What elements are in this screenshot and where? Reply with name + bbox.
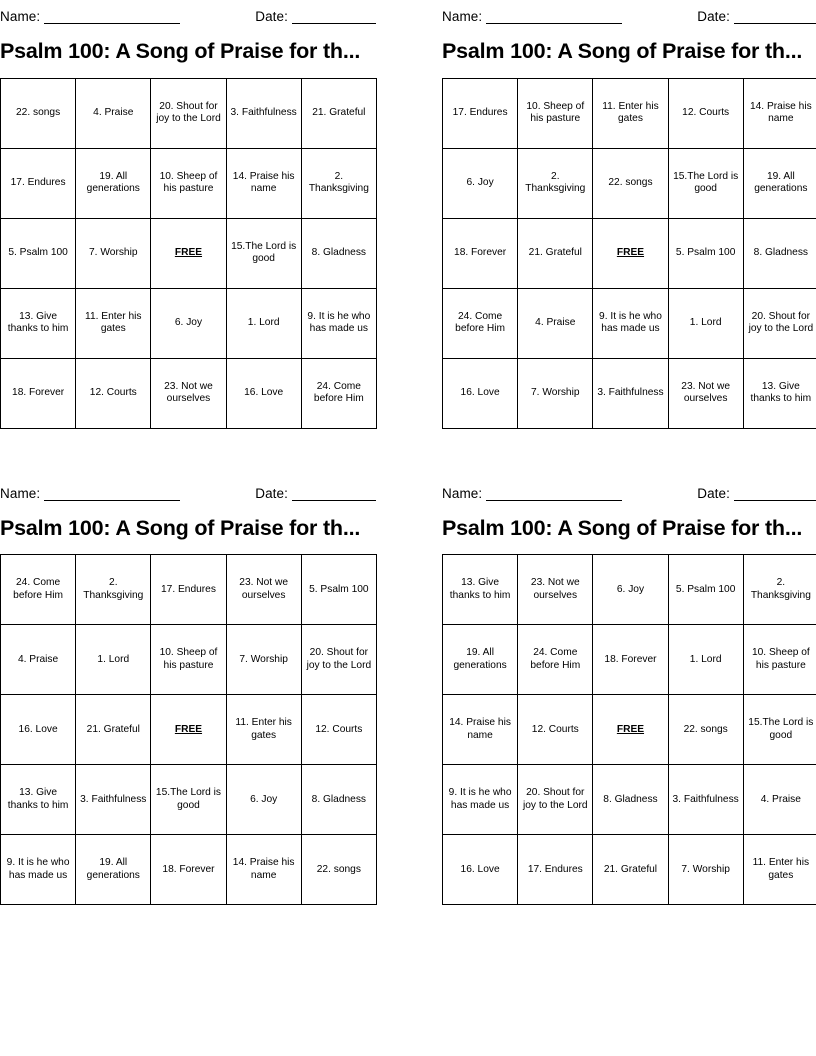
bingo-cell[interactable]: 8. Gladness bbox=[593, 765, 668, 835]
bingo-cell[interactable]: 4. Praise bbox=[743, 765, 816, 835]
bingo-cell[interactable]: 21. Grateful bbox=[301, 78, 376, 148]
bingo-cell[interactable]: 19. All generations bbox=[443, 625, 518, 695]
bingo-cell[interactable]: 14. Praise his name bbox=[226, 148, 301, 218]
bingo-cell[interactable]: 20. Shout for joy to the Lord bbox=[301, 625, 376, 695]
bingo-row bbox=[1, 625, 377, 695]
bingo-cell[interactable]: 6. Joy bbox=[226, 765, 301, 835]
bingo-row bbox=[1, 288, 377, 358]
bingo-cell[interactable]: 13. Give thanks to him bbox=[743, 358, 816, 428]
page-title: Psalm 100: A Song of Praise for th... bbox=[0, 40, 361, 63]
bingo-cell[interactable]: 6. Joy bbox=[151, 288, 226, 358]
bingo-grid-3 bbox=[0, 554, 377, 905]
bingo-row bbox=[443, 288, 816, 358]
bingo-cell[interactable]: 10. Sheep of his pasture bbox=[151, 625, 226, 695]
bingo-cell[interactable]: 11. Enter his gates bbox=[593, 78, 668, 148]
bingo-cell[interactable]: 16. Love bbox=[1, 695, 76, 765]
bingo-cell[interactable]: 18. Forever bbox=[443, 218, 518, 288]
bingo-cell[interactable]: 6. Joy bbox=[443, 148, 518, 218]
name-label: Name: bbox=[442, 9, 483, 24]
bingo-row bbox=[443, 625, 816, 695]
bingo-cell[interactable]: 21. Grateful bbox=[518, 218, 593, 288]
bingo-card-3 bbox=[0, 477, 376, 906]
bingo-cell[interactable]: 9. It is he who has made us bbox=[301, 288, 376, 358]
name-write-line[interactable] bbox=[486, 12, 622, 24]
page-title: Psalm 100: A Song of Praise for th... bbox=[442, 516, 803, 540]
bingo-card-1 bbox=[0, 0, 376, 429]
bingo-cell[interactable]: 2. Thanksgiving bbox=[743, 555, 816, 625]
bingo-row bbox=[443, 835, 816, 905]
bingo-row bbox=[1, 695, 377, 765]
bingo-cell[interactable]: 11. Enter his gates bbox=[226, 695, 301, 765]
card-4-header bbox=[442, 481, 816, 501]
bingo-cell[interactable]: 15.The Lord is good bbox=[226, 218, 301, 288]
name-write-line[interactable] bbox=[44, 12, 180, 24]
bingo-cell[interactable]: 24. Come before Him bbox=[301, 358, 376, 428]
name-label: Name: bbox=[0, 485, 41, 501]
bingo-cell[interactable]: 3. Faithfulness bbox=[226, 78, 301, 148]
date-write-line[interactable] bbox=[734, 489, 816, 501]
bingo-cell[interactable]: 14. Praise his name bbox=[443, 695, 518, 765]
bingo-cell[interactable]: 22. songs bbox=[301, 835, 376, 905]
bingo-cell[interactable]: 21. Grateful bbox=[593, 835, 668, 905]
bingo-cell[interactable]: 9. It is he who has made us bbox=[593, 288, 668, 358]
bingo-cell[interactable]: 17. Endures bbox=[518, 835, 593, 905]
bingo-cell[interactable]: 17. Endures bbox=[151, 555, 226, 625]
date-write-line[interactable] bbox=[292, 489, 376, 501]
bingo-cell[interactable]: 10. Sheep of his pasture bbox=[743, 625, 816, 695]
name-label: Name: bbox=[0, 9, 41, 24]
bingo-cell[interactable]: 7. Worship bbox=[226, 625, 301, 695]
bingo-cell[interactable]: 5. Psalm 100 bbox=[301, 555, 376, 625]
bingo-cell[interactable]: 13. Give thanks to him bbox=[1, 765, 76, 835]
bingo-cell[interactable]: 2. Thanksgiving bbox=[76, 555, 151, 625]
bingo-row bbox=[443, 218, 816, 288]
bingo-cell[interactable]: 23. Not we ourselves bbox=[668, 358, 743, 428]
bingo-cell[interactable]: 14. Praise his name bbox=[226, 835, 301, 905]
bingo-cell[interactable]: 12. Courts bbox=[518, 695, 593, 765]
page-title: Psalm 100: A Song of Praise for th... bbox=[442, 40, 803, 63]
bingo-cell[interactable]: 23. Not we ourselves bbox=[518, 555, 593, 625]
bingo-cell[interactable]: 18. Forever bbox=[1, 358, 76, 428]
bingo-cell[interactable]: 6. Joy bbox=[593, 555, 668, 625]
date-label: Date: bbox=[697, 485, 730, 501]
bingo-cell[interactable]: 22. songs bbox=[668, 695, 743, 765]
card-3-header bbox=[0, 481, 376, 501]
bingo-row bbox=[443, 78, 816, 148]
bingo-cell[interactable]: 23. Not we ourselves bbox=[151, 358, 226, 428]
bingo-cell[interactable]: 12. Courts bbox=[668, 78, 743, 148]
bingo-cell[interactable]: 22. songs bbox=[593, 148, 668, 218]
bingo-cell[interactable]: 3. Faithfulness bbox=[668, 765, 743, 835]
bingo-free-cell[interactable]: FREE bbox=[151, 218, 226, 288]
bingo-cell[interactable]: 15.The Lord is good bbox=[151, 765, 226, 835]
bingo-cell[interactable]: 1. Lord bbox=[668, 288, 743, 358]
bingo-cell[interactable]: 2. Thanksgiving bbox=[518, 148, 593, 218]
bingo-row bbox=[1, 78, 377, 148]
bingo-free-cell[interactable]: FREE bbox=[593, 695, 668, 765]
bingo-cell[interactable]: 17. Endures bbox=[1, 148, 76, 218]
name-field[interactable] bbox=[0, 486, 180, 501]
bingo-cell[interactable]: 21. Grateful bbox=[76, 695, 151, 765]
date-field[interactable] bbox=[697, 486, 816, 501]
bingo-cell[interactable]: 22. songs bbox=[1, 78, 76, 148]
bingo-cell[interactable]: 11. Enter his gates bbox=[76, 288, 151, 358]
bingo-cell[interactable]: 5. Psalm 100 bbox=[668, 555, 743, 625]
bingo-cell[interactable]: 9. It is he who has made us bbox=[443, 765, 518, 835]
bingo-cell[interactable]: 12. Courts bbox=[76, 358, 151, 428]
bingo-row bbox=[1, 358, 377, 428]
date-field[interactable] bbox=[255, 486, 376, 501]
bingo-cell[interactable]: 5. Psalm 100 bbox=[668, 218, 743, 288]
bingo-cell[interactable]: 16. Love bbox=[443, 358, 518, 428]
bingo-row bbox=[443, 765, 816, 835]
bingo-row bbox=[1, 765, 377, 835]
bingo-cell[interactable]: 10. Sheep of his pasture bbox=[151, 148, 226, 218]
name-write-line[interactable] bbox=[486, 489, 622, 501]
bingo-cell[interactable]: 18. Forever bbox=[151, 835, 226, 905]
bingo-card-4 bbox=[442, 477, 816, 906]
date-write-line[interactable] bbox=[292, 12, 376, 24]
card-1-header bbox=[0, 4, 376, 24]
bingo-free-cell[interactable]: FREE bbox=[151, 695, 226, 765]
bingo-cell[interactable]: 5. Psalm 100 bbox=[1, 218, 76, 288]
bingo-cell[interactable]: 18. Forever bbox=[593, 625, 668, 695]
bingo-grid-2 bbox=[442, 78, 816, 429]
bingo-cell[interactable]: 19. All generations bbox=[76, 148, 151, 218]
date-label: Date: bbox=[255, 485, 288, 501]
bingo-cell[interactable]: 15.The Lord is good bbox=[743, 695, 816, 765]
bingo-cell[interactable]: 1. Lord bbox=[226, 288, 301, 358]
bingo-grid-1 bbox=[0, 78, 377, 429]
bingo-row bbox=[443, 555, 816, 625]
bingo-cell[interactable]: 12. Courts bbox=[301, 695, 376, 765]
bingo-cell[interactable]: 17. Endures bbox=[443, 78, 518, 148]
bingo-cell[interactable]: 4. Praise bbox=[518, 288, 593, 358]
bingo-row bbox=[1, 835, 377, 905]
bingo-cell[interactable]: 9. It is he who has made us bbox=[1, 835, 76, 905]
bingo-cell[interactable]: 1. Lord bbox=[668, 625, 743, 695]
bingo-cell[interactable]: 4. Praise bbox=[1, 625, 76, 695]
bingo-cell[interactable]: 16. Love bbox=[226, 358, 301, 428]
bingo-cell[interactable]: 23. Not we ourselves bbox=[226, 555, 301, 625]
bingo-cell[interactable]: 10. Sheep of his pasture bbox=[518, 78, 593, 148]
bingo-grid-4 bbox=[442, 554, 816, 905]
date-label: Date: bbox=[255, 9, 288, 24]
bingo-row bbox=[1, 148, 377, 218]
bingo-card-2 bbox=[442, 0, 816, 429]
date-label: Date: bbox=[697, 9, 730, 24]
bingo-cell[interactable]: 13. Give thanks to him bbox=[443, 555, 518, 625]
bingo-row bbox=[1, 218, 377, 288]
page-title: Psalm 100: A Song of Praise for th... bbox=[0, 516, 361, 540]
bingo-cell[interactable]: 2. Thanksgiving bbox=[301, 148, 376, 218]
date-field[interactable] bbox=[697, 9, 816, 24]
bingo-cell[interactable]: 7. Worship bbox=[518, 358, 593, 428]
date-field[interactable] bbox=[255, 9, 376, 24]
bingo-cell[interactable]: 19. All generations bbox=[743, 148, 816, 218]
bingo-row bbox=[443, 695, 816, 765]
bingo-cell[interactable]: 14. Praise his name bbox=[743, 78, 816, 148]
bingo-cell[interactable]: 20. Shout for joy to the Lord bbox=[151, 78, 226, 148]
bingo-cell[interactable]: 1. Lord bbox=[76, 625, 151, 695]
bingo-cell[interactable]: 11. Enter his gates bbox=[743, 835, 816, 905]
bingo-free-cell[interactable]: FREE bbox=[593, 218, 668, 288]
bingo-cell[interactable]: 7. Worship bbox=[668, 835, 743, 905]
bingo-cell[interactable]: 8. Gladness bbox=[301, 765, 376, 835]
date-write-line[interactable] bbox=[734, 12, 816, 24]
bingo-row bbox=[443, 358, 816, 428]
card-2-header bbox=[442, 4, 816, 24]
bingo-cell[interactable]: 24. Come before Him bbox=[1, 555, 76, 625]
bingo-cell[interactable]: 3. Faithfulness bbox=[76, 765, 151, 835]
bingo-cell[interactable]: 7. Worship bbox=[76, 218, 151, 288]
bingo-cell[interactable]: 16. Love bbox=[443, 835, 518, 905]
bingo-cell[interactable]: 8. Gladness bbox=[301, 218, 376, 288]
bingo-cell[interactable]: 24. Come before Him bbox=[443, 288, 518, 358]
bingo-cell[interactable]: 20. Shout for joy to the Lord bbox=[743, 288, 816, 358]
bingo-cell[interactable]: 3. Faithfulness bbox=[593, 358, 668, 428]
bingo-cell[interactable]: 8. Gladness bbox=[743, 218, 816, 288]
bingo-cell[interactable]: 24. Come before Him bbox=[518, 625, 593, 695]
bingo-row bbox=[1, 555, 377, 625]
bingo-row bbox=[443, 148, 816, 218]
name-field[interactable] bbox=[442, 9, 622, 24]
name-write-line[interactable] bbox=[44, 489, 180, 501]
bingo-cell[interactable]: 13. Give thanks to him bbox=[1, 288, 76, 358]
bingo-cell[interactable]: 20. Shout for joy to the Lord bbox=[518, 765, 593, 835]
name-label: Name: bbox=[442, 485, 483, 501]
name-field[interactable] bbox=[442, 486, 622, 501]
bingo-cell[interactable]: 4. Praise bbox=[76, 78, 151, 148]
name-field[interactable] bbox=[0, 9, 180, 24]
bingo-cell[interactable]: 15.The Lord is good bbox=[668, 148, 743, 218]
bingo-cell[interactable]: 19. All generations bbox=[76, 835, 151, 905]
